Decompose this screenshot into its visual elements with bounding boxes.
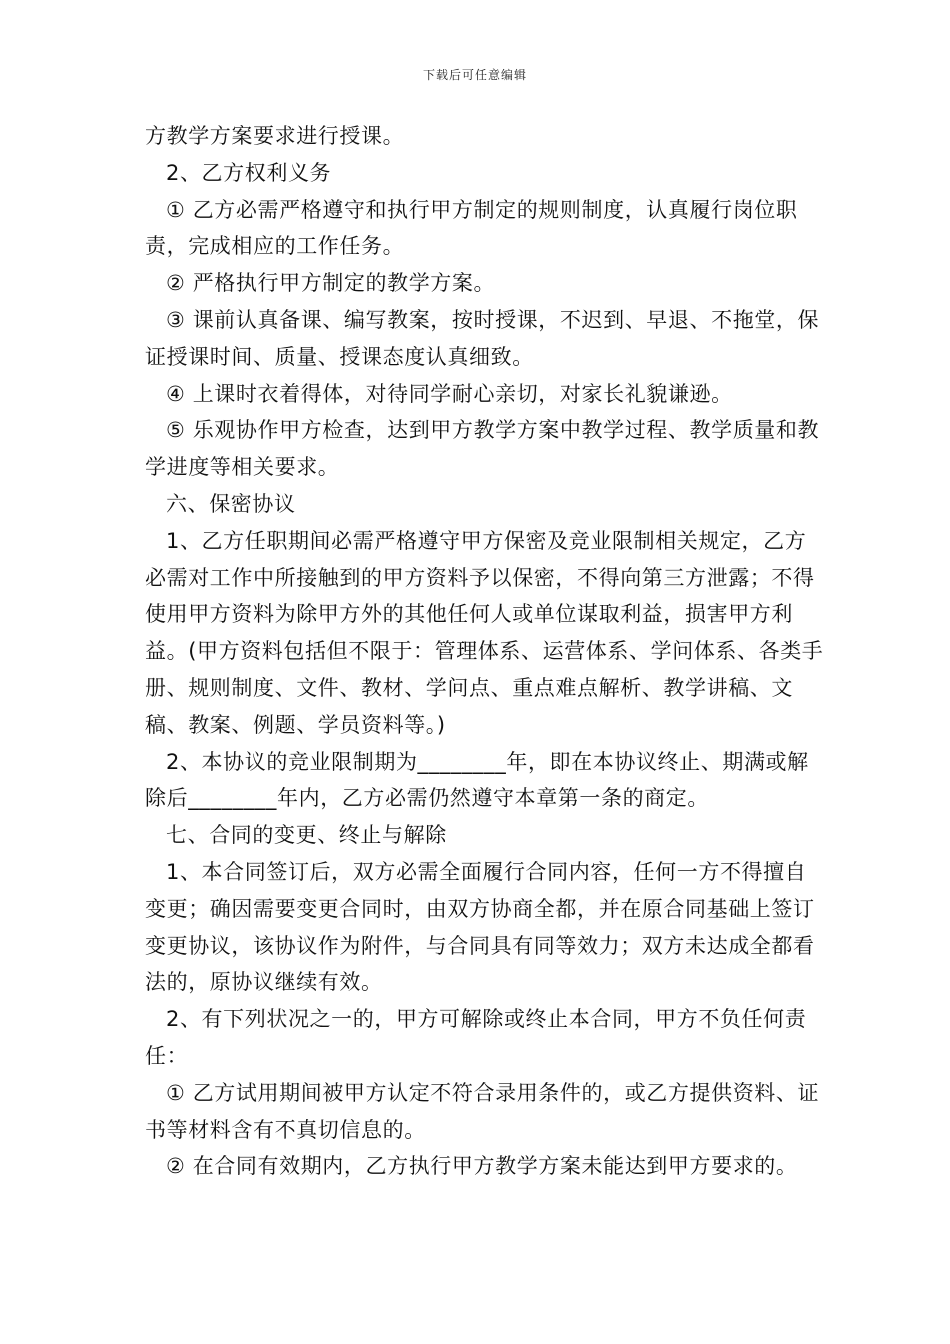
paragraph: ① 乙方必需严格遵守和执行甲方制定的规则制度，认真履行岗位职责，完成相应的工作任务。 xyxy=(145,197,798,259)
paragraph: 1、本合同签订后，双方必需全面履行合同内容，任何一方不得擅自变更；确因需要变更合同时，由双方协商全都，并在原合同基础上签订变更协议，该协议作为附件，与合同具有同等效力；双方未达成全都看法的，原协议继续有效。 xyxy=(145,859,815,995)
paragraph: ⑤ 乐观协作甲方检查，达到甲方教学方案中教学过程、教学质量和教学进度等相关要求。 xyxy=(145,418,820,480)
paragraph: 2、本协议的竞业限制期为________年，即在本协议终止、期满或解除后________年内，乙方必需仍然遵守本章第一条的商定。 xyxy=(145,749,809,811)
paragraph: 方教学方案要求进行授课。 xyxy=(145,124,405,148)
paragraph: ② 在合同有效期内，乙方执行甲方教学方案未能达到甲方要求的。 xyxy=(166,1154,798,1179)
document-body xyxy=(145,118,825,1185)
section-heading: 六、保密协议 xyxy=(166,491,296,516)
paragraph: 1、乙方任职期间必需严格遵守甲方保密及竞业限制相关规定，乙方必需对工作中所接触到的甲方资料予以保密，不得向第三方泄露；不得使用甲方资料为除甲方外的其他任何人或单位谋取利益，损害甲方利益。(甲方资料包括但不限于：管理体系、运营体系、学问体系、各类手册、规则制度、文件、教材、学问点、重点难点解析、教学讲稿、文稿、教案、例题、学员资料等。) xyxy=(145,528,824,737)
section-heading: 七、合同的变更、终止与解除 xyxy=(166,823,447,848)
paragraph: ① 乙方试用期间被甲方认定不符合录用条件的，或乙方提供资料、证书等材料含有不真切信息的。 xyxy=(145,1080,820,1142)
paragraph: 2、乙方权利义务 xyxy=(166,160,332,185)
page-header: 下载后可任意编辑 xyxy=(422,68,527,82)
paragraph: 2、有下列状况之一的，甲方可解除或终止本合同，甲方不负任何责任： xyxy=(145,1007,807,1068)
paragraph: ③ 课前认真备课、编写教案，按时授课，不迟到、早退、不拖堂，保证授课时间、质量、授课态度认真细致。 xyxy=(145,307,820,369)
paragraph: ④ 上课时衣着得体，对待同学耐心亲切，对家长礼貌谦逊。 xyxy=(166,381,733,406)
paragraph: ② 严格执行甲方制定的教学方案。 xyxy=(166,271,496,296)
